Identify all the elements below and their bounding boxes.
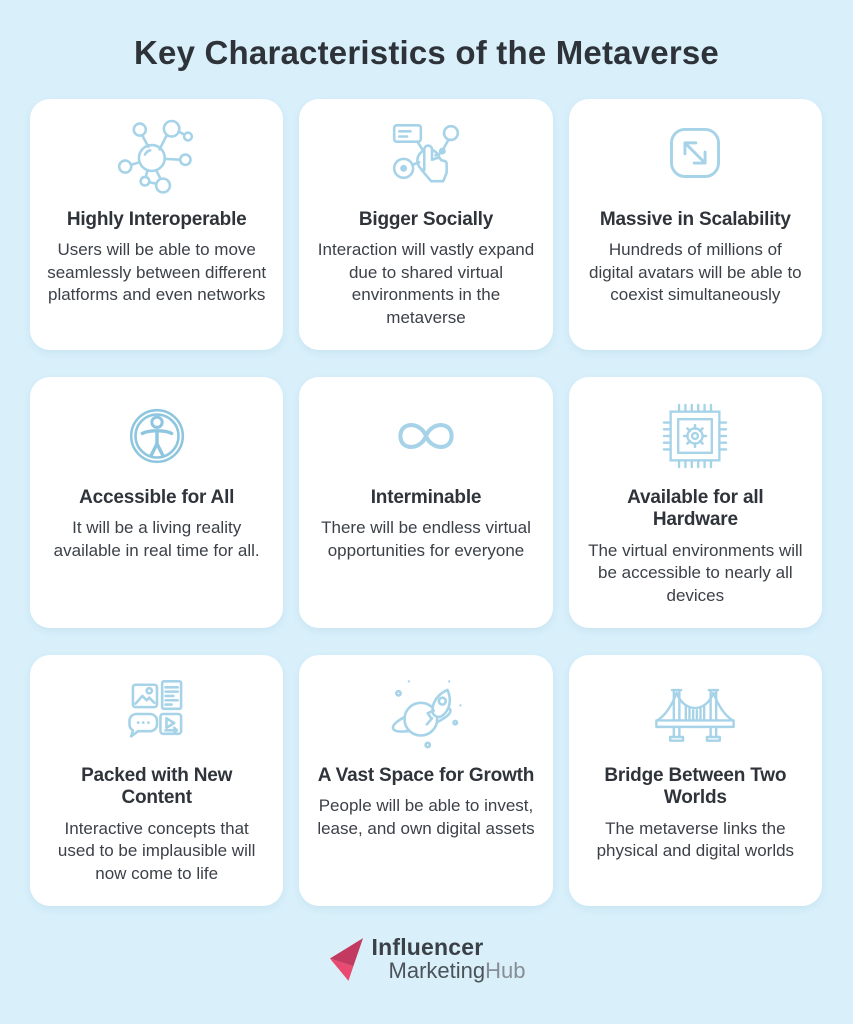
- network-nodes-icon: [40, 113, 273, 203]
- card-massive-in-scalability: [569, 99, 822, 350]
- social-click-icon: [309, 113, 542, 203]
- card-description: People will be able to invest, lease, and own digital assets: [317, 796, 535, 838]
- chip-gear-icon: [579, 391, 812, 481]
- logo-line1: Influencer: [371, 934, 484, 961]
- card-a-vast-space-for-growth: [299, 655, 552, 906]
- accessibility-icon: [40, 391, 273, 481]
- card-bigger-socially: [299, 99, 552, 350]
- logo-text: [372, 936, 526, 983]
- logo-marketing: Marketing: [388, 958, 486, 984]
- planet-rocket-icon: [309, 669, 542, 759]
- card-description: The metaverse links the physical and digital worlds: [596, 818, 795, 861]
- page-title: Key Characteristics of the Metaverse: [134, 34, 719, 71]
- cards-grid: [30, 99, 822, 906]
- card-title: Accessible for All: [79, 487, 235, 508]
- card-description: The virtual environments will be accessible to nearly all devices: [588, 540, 803, 605]
- card-description: Users will be able to move seamlessly between different platforms and even networks: [47, 240, 267, 305]
- card-description: Hundreds of millions of digital avatars will be able to coexist simultaneously: [589, 240, 802, 305]
- card-bridge-between-two-worlds: [569, 655, 822, 906]
- card-title: Packed with New Content: [81, 765, 233, 809]
- card-packed-with-new-content: [30, 655, 283, 906]
- card-description: Interactive concepts that used to be implausible will now come to life: [57, 818, 256, 883]
- media-content-icon: [40, 669, 273, 759]
- card-title: Available for all Hardware: [627, 487, 764, 531]
- card-description: It will be a living reality available in real time for all.: [53, 518, 260, 560]
- card-title: Highly Interoperable: [66, 209, 247, 230]
- card-highly-interoperable: [30, 99, 283, 350]
- card-title: Bigger Socially: [358, 209, 494, 230]
- logo-hub: Hub: [485, 958, 526, 984]
- footer-logo: [0, 936, 853, 983]
- card-interminable: [299, 377, 552, 628]
- card-accessible-for-all: [30, 377, 283, 628]
- card-title: A Vast Space for Growth: [317, 765, 535, 786]
- card-description: Interaction will vastly expand due to shared virtual environments in the metaverse: [317, 240, 535, 327]
- card-available-for-all-hardware: [569, 377, 822, 628]
- expand-arrows-icon: [579, 113, 812, 203]
- card-description: There will be endless virtual opportunities for everyone: [321, 518, 531, 560]
- card-title: Interminable: [370, 487, 482, 508]
- influencer-marketinghub-arrow-icon: [328, 936, 365, 983]
- logo-line2: [389, 960, 526, 983]
- card-title: Bridge Between Two Worlds: [604, 765, 787, 809]
- card-title: Massive in Scalability: [599, 209, 791, 230]
- bridge-icon: [579, 669, 812, 759]
- infinity-icon: [309, 391, 542, 481]
